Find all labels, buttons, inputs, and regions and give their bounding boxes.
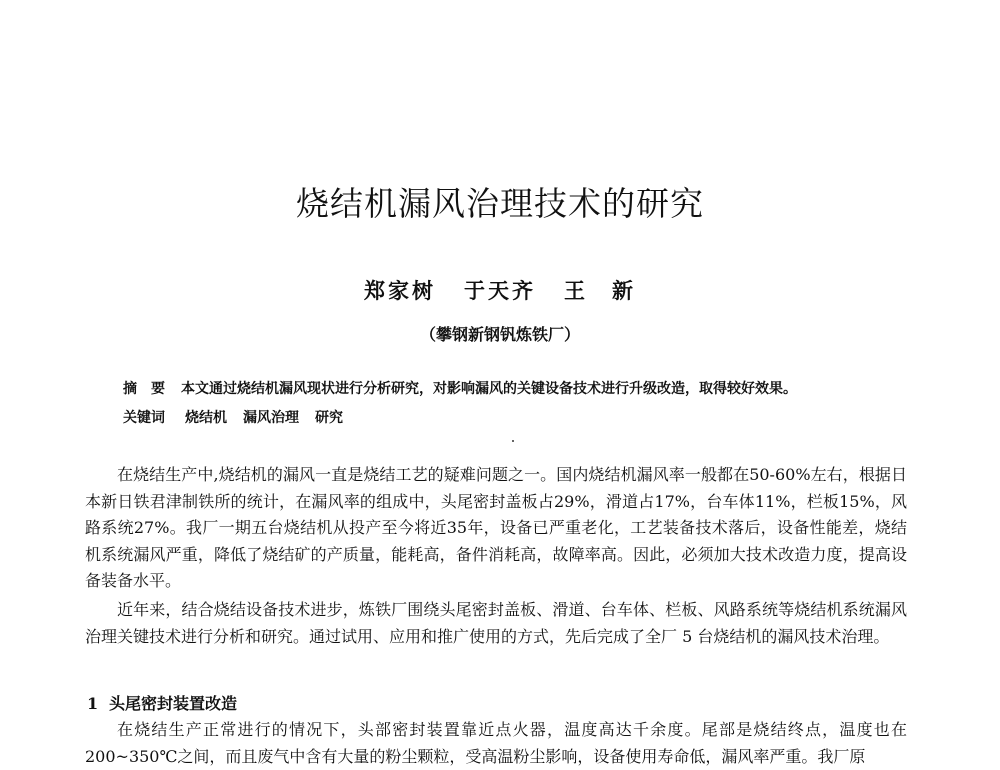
author-name: 于天齐 [464, 278, 536, 303]
author-name: 郑家树 [364, 278, 436, 303]
section-number: 1 [87, 694, 99, 713]
abstract-label: 摘要 [123, 381, 179, 397]
section-heading [87, 691, 237, 714]
affiliation: （攀钢新钢钒炼铁厂） [419, 325, 580, 344]
keyword: 研究 [315, 410, 343, 426]
author-list [0, 275, 1000, 305]
abstract-text: 本文通过烧结机漏风现状进行分析研究，对影响漏风的关键设备技术进行升级改造，取得较好效果。 [181, 381, 797, 397]
body-paragraph: 近年来，结合烧结设备技术进步，炼铁厂围绕头尾密封盖板、滑道、台车体、栏板、风路系统等烧结机系统漏风治理关键技术进行分析和研究。通过试用、应用和推广使用的方式，先后完成了全厂 5 台烧结机的漏风技术治理。 [85, 600, 907, 646]
keyword: 漏风治理 [243, 410, 299, 426]
author-name: 王 新 [564, 278, 636, 303]
section-title: 头尾密封装置改造 [109, 694, 238, 713]
abstract [123, 378, 797, 398]
scan-speck [512, 440, 514, 442]
body-paragraph: 在烧结生产中,烧结机的漏风一直是烧结工艺的疑难问题之一。国内烧结机漏风率一般都在50-60%左右，根据日本新日铁君津制铁所的统计，在漏风率的组成中，头尾密封盖板占29%，滑道占17%，台车体11%，栏板15%，风路系统27%。我厂一期五台烧结机从投产至今将近35年，设备已严重老化，工艺装备技术落后，设备性能差，烧结机系统漏风严重，降低了烧结矿的产质量，能耗高，备件消耗高，故障率高。因此，必须加大技术改造力度，提高设备装备水平。 [85, 465, 907, 590]
body-paragraph: 在烧结生产正常进行的情况下，头部密封装置靠近点火器，温度高达千余度。尾部是烧结终点，温度也在200~350℃之间，而且废气中含有大量的粉尘颗粒，受高温粉尘影响，设备使用寿命低，漏风率严重。我厂原 [85, 720, 907, 766]
keyword: 烧结机 [185, 410, 227, 426]
keywords-label: 关键词 [123, 410, 165, 426]
keywords [123, 407, 359, 427]
paper-title: 烧结机漏风治理技术的研究 [296, 184, 704, 223]
